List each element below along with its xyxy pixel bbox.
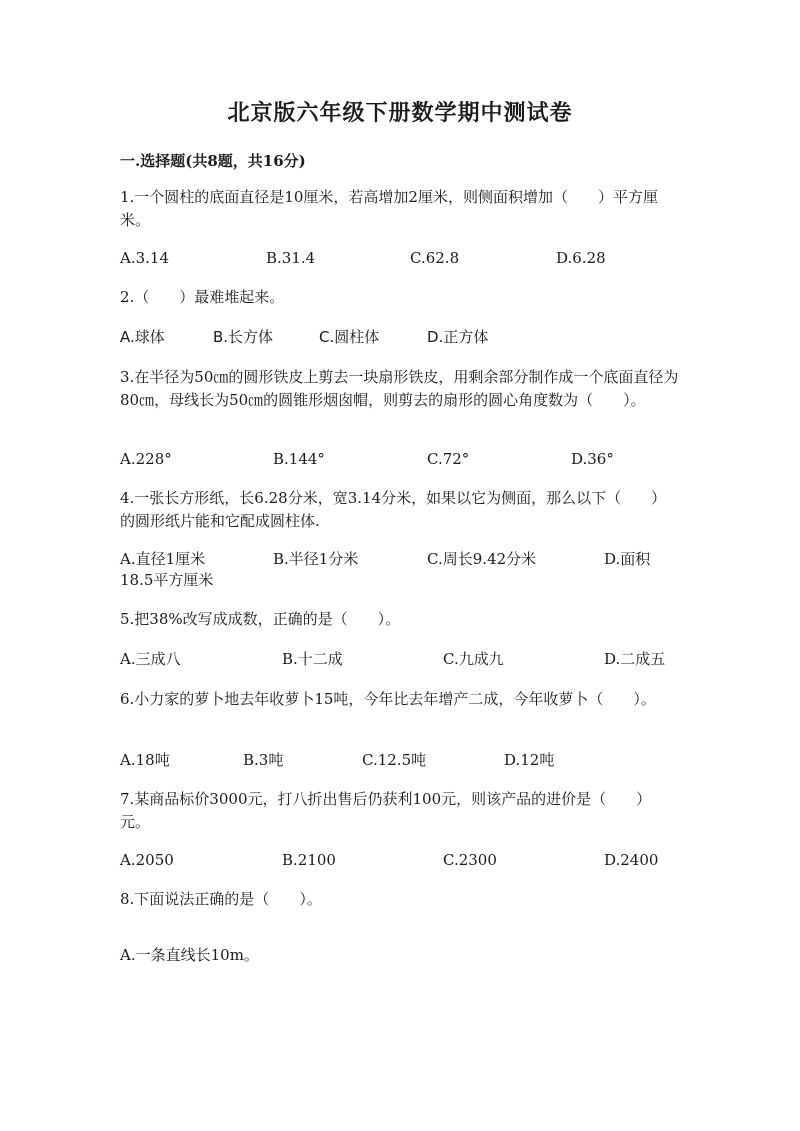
question-1: 1.一个圆柱的底面直径是10厘米，若高增加2厘米，则侧面积增加（ ）平方厘米。 (120, 188, 658, 229)
option-1a: A.3.14 (120, 249, 169, 267)
question-2: 2.（ ）最难堆起来。 (120, 288, 285, 306)
option-1d: D.6.28 (556, 249, 606, 267)
question-6: 6.小力家的萝卜地去年收萝卜15吨，今年比去年增产二成，今年收萝卜（ ）。 (120, 690, 656, 708)
option-3c: C.72° (427, 450, 470, 468)
option-4d-continued: 18.5平方厘米 (120, 571, 214, 589)
question-3: 3.在半径为50㎝的圆形铁皮上剪去一块扇形铁皮，用剩余部分制作成一个底面直径为80㎝，母线长为50㎝的圆锥形烟囱帽，则剪去的扇形的圆心角度数为（ ）。 (120, 368, 679, 409)
option-5b: B.十二成 (282, 650, 343, 668)
option-2b: B.长方体 (213, 328, 274, 346)
option-5d: D.二成五 (604, 650, 666, 668)
option-4c: C.周长9.42分米 (427, 550, 537, 568)
question-7: 7.某商品标价3000元，打八折出售后仍获利100元，则该产品的进价是（ ）元。 (120, 790, 652, 831)
option-8a: A.一条直线长10m。 (120, 946, 259, 964)
option-7d: D.2400 (604, 851, 659, 869)
option-5c: C.九成九 (443, 650, 504, 668)
option-6c: C.12.5吨 (362, 751, 427, 769)
option-4b: B.半径1分米 (273, 550, 359, 568)
option-7c: C.2300 (443, 851, 497, 869)
option-2d: D.正方体 (427, 328, 489, 346)
question-5: 5.把38%改写成成数，正确的是（ ）。 (120, 610, 401, 628)
option-3d: D.36° (571, 450, 614, 468)
option-6b: B.3吨 (243, 751, 284, 769)
option-6a: A.18吨 (120, 751, 170, 769)
option-2c: C.圆柱体 (319, 328, 380, 346)
question-4: 4.一张长方形纸，长6.28分米，宽3.14分米，如果以它为侧面，那么以下（ ）的圆形纸片能和它配成圆柱体. (120, 489, 667, 530)
option-7a: A.2050 (120, 851, 174, 869)
option-1c: C.62.8 (410, 249, 460, 267)
option-3b: B.144° (273, 450, 325, 468)
option-6d: D.12吨 (504, 751, 555, 769)
option-1b: B.31.4 (266, 249, 316, 267)
option-4a: A.直径1厘米 (120, 550, 206, 568)
section-heading: 一.选择题(共8题，共16分) (120, 152, 306, 170)
option-3a: A.228° (120, 450, 172, 468)
option-2a: A.球体 (120, 328, 165, 346)
page-title: 北京版六年级下册数学期中测试卷 (227, 100, 573, 126)
option-7b: B.2100 (282, 851, 336, 869)
option-5a: A.三成八 (120, 650, 181, 668)
option-4d: D.面积 (604, 550, 651, 568)
question-8: 8.下面说法正确的是（ ）。 (120, 890, 322, 908)
